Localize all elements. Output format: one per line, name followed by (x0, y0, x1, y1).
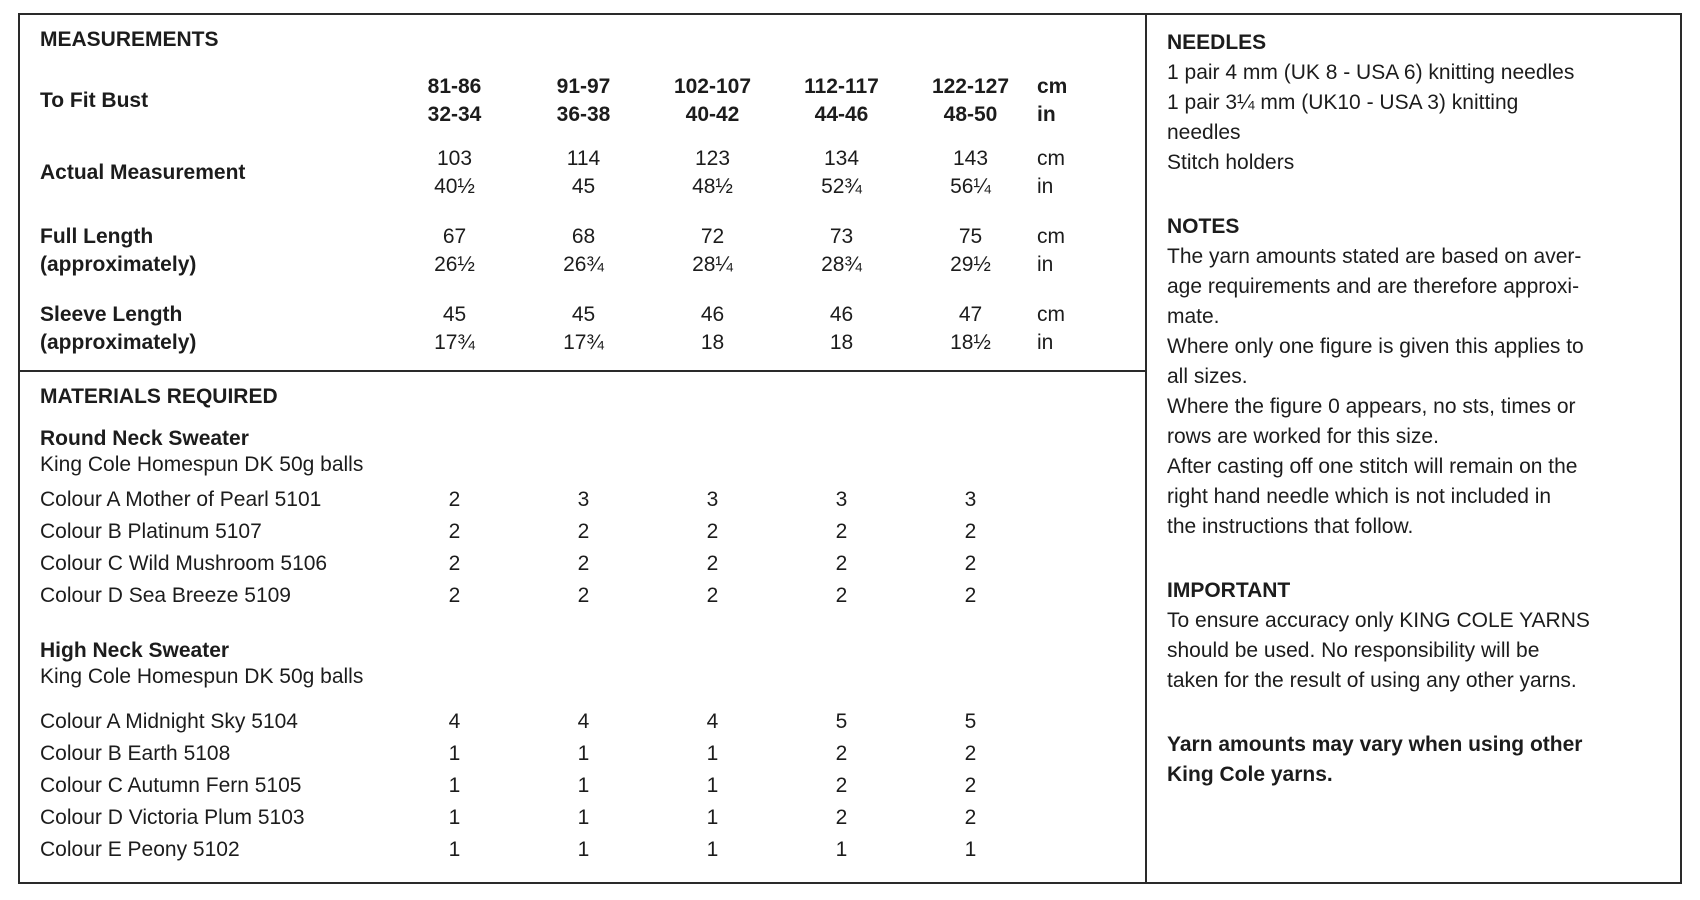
group-name-round-neck: Round Neck Sweater (40, 427, 249, 450)
value-cell (906, 301, 1035, 357)
unit-in: in (1037, 331, 1054, 354)
left-column (20, 15, 1147, 882)
colour-label: Colour D Sea Breeze 5109 (40, 584, 291, 607)
important-line: taken for the result of using any other yarns. (1167, 669, 1577, 692)
colour-label: Colour C Autumn Fern 5105 (40, 774, 302, 797)
size-in: 36-38 (556, 103, 611, 126)
ball-count: 2 (964, 520, 977, 543)
row-label-text2: (approximately) (40, 253, 197, 276)
colour-label: Colour D Victoria Plum 5103 (40, 806, 305, 829)
ball-count: 4 (577, 710, 590, 733)
ball-count: 2 (835, 520, 848, 543)
row-label (40, 73, 390, 129)
size-cell (648, 73, 777, 129)
value-cm: 45 (442, 303, 467, 326)
size-in: 48-50 (943, 103, 998, 126)
ball-count: 2 (964, 742, 977, 765)
ball-count: 2 (448, 488, 461, 511)
ball-count: 2 (706, 584, 719, 607)
value-in: 17¾ (563, 331, 604, 354)
value-cm: 45 (571, 303, 596, 326)
value-cell (390, 301, 519, 357)
value-cm: 46 (829, 303, 854, 326)
important-section (1167, 576, 1666, 696)
ball-count: 3 (706, 488, 719, 511)
measurement-row-actual (40, 145, 1145, 201)
size-cm: 81-86 (427, 75, 482, 98)
ball-count: 2 (448, 552, 461, 575)
materials-title: MATERIALS REQUIRED (40, 385, 278, 408)
material-row (40, 706, 1145, 738)
value-cm: 143 (952, 147, 989, 170)
spacer (1167, 696, 1666, 730)
material-row (40, 834, 1145, 866)
unit-cell (1035, 145, 1095, 201)
row-label (40, 145, 390, 201)
ball-count: 2 (577, 584, 590, 607)
material-row (40, 484, 1145, 516)
spacer (1167, 542, 1666, 576)
value-cell (777, 145, 906, 201)
ball-count: 5 (835, 710, 848, 733)
notes-line: rows are worked for this size. (1167, 425, 1439, 448)
value-cm: 103 (436, 147, 473, 170)
size-header-row (40, 73, 1145, 129)
row-label (40, 223, 390, 279)
notes-line: After casting off one stitch will remain on the (1167, 455, 1578, 478)
notes-line: all sizes. (1167, 365, 1248, 388)
notes-line: the instructions that follow. (1167, 515, 1414, 538)
value-in: 18 (829, 331, 854, 354)
ball-count: 2 (964, 584, 977, 607)
size-cm: 91-97 (556, 75, 611, 98)
needles-line: 1 pair 4 mm (UK 8 - USA 6) knitting needles (1167, 61, 1575, 84)
materials-section (20, 372, 1145, 882)
needles-section (1167, 28, 1666, 178)
value-cell (648, 223, 777, 279)
needles-line: 1 pair 3¼ mm (UK10 - USA 3) knitting (1167, 91, 1519, 114)
value-in: 48½ (692, 175, 733, 198)
value-cell (777, 301, 906, 357)
size-in: 40-42 (685, 103, 740, 126)
ball-count: 1 (448, 806, 461, 829)
ball-count: 1 (448, 774, 461, 797)
yarn-variation-note (1167, 730, 1666, 790)
unit-in: in (1037, 103, 1056, 126)
needles-line: Stitch holders (1167, 151, 1295, 174)
value-cell (390, 223, 519, 279)
row-label-text: To Fit Bust (40, 89, 149, 112)
size-in: 44-46 (814, 103, 869, 126)
value-in: 52¾ (821, 175, 862, 198)
value-cell (390, 145, 519, 201)
ball-count: 1 (964, 838, 977, 861)
ball-count: 1 (577, 774, 590, 797)
value-cm: 75 (958, 225, 983, 248)
unit-cell (1035, 73, 1095, 129)
value-cm: 67 (442, 225, 467, 248)
value-in: 18 (700, 331, 725, 354)
size-cell (390, 73, 519, 129)
ball-count: 2 (835, 742, 848, 765)
ball-count: 4 (448, 710, 461, 733)
ball-count: 2 (577, 552, 590, 575)
ball-count: 1 (577, 806, 590, 829)
colour-label: Colour C Wild Mushroom 5106 (40, 552, 328, 575)
value-cell (906, 145, 1035, 201)
ball-count: 1 (706, 774, 719, 797)
value-cm: 134 (823, 147, 860, 170)
notes-section (1167, 212, 1666, 542)
ball-count: 3 (964, 488, 977, 511)
value-in: 26½ (434, 253, 475, 276)
unit-cm: cm (1037, 147, 1065, 170)
ball-count: 1 (577, 838, 590, 861)
needles-title: NEEDLES (1167, 31, 1267, 54)
ball-count: 1 (577, 742, 590, 765)
value-in: 28¼ (692, 253, 733, 276)
row-label (40, 301, 390, 357)
value-in: 45 (571, 175, 596, 198)
ball-count: 2 (835, 806, 848, 829)
value-cm: 73 (829, 225, 854, 248)
ball-count: 2 (835, 774, 848, 797)
ball-count: 1 (448, 838, 461, 861)
value-cell (519, 301, 648, 357)
measurement-row-sleeve-length (40, 301, 1145, 357)
pattern-info-panel (18, 13, 1682, 884)
colour-label: Colour A Midnight Sky 5104 (40, 710, 298, 733)
unit-cell (1035, 301, 1095, 357)
value-in: 28¾ (821, 253, 862, 276)
size-cell (777, 73, 906, 129)
measurement-row-full-length (40, 223, 1145, 279)
value-cell (648, 145, 777, 201)
unit-cm: cm (1037, 303, 1065, 326)
notes-line: Where the figure 0 appears, no sts, times or (1167, 395, 1576, 418)
size-cell (906, 73, 1035, 129)
colour-label: Colour B Earth 5108 (40, 742, 231, 765)
ball-count: 2 (448, 584, 461, 607)
ball-count: 4 (706, 710, 719, 733)
unit-cm: cm (1037, 75, 1068, 98)
right-column (1147, 15, 1680, 882)
ball-count: 2 (964, 552, 977, 575)
measurements-title: MEASUREMENTS (40, 28, 219, 51)
material-row (40, 580, 1145, 612)
notes-line: Where only one figure is given this applies to (1167, 335, 1584, 358)
size-cm: 122-127 (931, 75, 1010, 98)
value-in: 18½ (950, 331, 991, 354)
unit-cell (1035, 223, 1095, 279)
material-row (40, 516, 1145, 548)
ball-count: 2 (448, 520, 461, 543)
ball-count: 2 (706, 552, 719, 575)
ball-count: 2 (964, 806, 977, 829)
notes-line: age requirements and are therefore approxi- (1167, 275, 1580, 298)
value-cm: 47 (958, 303, 983, 326)
value-cell (519, 145, 648, 201)
important-line: should be used. No responsibility will be (1167, 639, 1540, 662)
value-in: 29½ (950, 253, 991, 276)
ball-count: 2 (577, 520, 590, 543)
notes-line: right hand needle which is not included in (1167, 485, 1552, 508)
high-neck-rows (40, 706, 1145, 866)
unit-cm: cm (1037, 225, 1065, 248)
measurements-section (20, 15, 1145, 372)
notes-line: The yarn amounts stated are based on aver- (1167, 245, 1582, 268)
ball-count: 3 (835, 488, 848, 511)
ball-count: 2 (835, 584, 848, 607)
ball-count: 2 (835, 552, 848, 575)
value-in: 40½ (434, 175, 475, 198)
row-label-text2: (approximately) (40, 331, 197, 354)
colour-label: Colour E Peony 5102 (40, 838, 240, 861)
notes-line: mate. (1167, 305, 1220, 328)
ball-count: 1 (706, 742, 719, 765)
row-label-text: Sleeve Length (40, 303, 183, 326)
ball-count: 5 (964, 710, 977, 733)
value-cell (648, 301, 777, 357)
material-row (40, 738, 1145, 770)
row-label-text: Actual Measurement (40, 161, 246, 184)
group-name-high-neck: High Neck Sweater (40, 639, 230, 662)
important-title: IMPORTANT (1167, 579, 1291, 602)
value-cell (906, 223, 1035, 279)
colour-label: Colour B Platinum 5107 (40, 520, 262, 543)
material-row (40, 548, 1145, 580)
needles-line: needles (1167, 121, 1241, 144)
notes-title: NOTES (1167, 215, 1240, 238)
size-cm: 102-107 (673, 75, 752, 98)
row-label-text: Full Length (40, 225, 154, 248)
material-row (40, 770, 1145, 802)
value-cm: 114 (566, 147, 601, 170)
unit-in: in (1037, 175, 1054, 198)
size-cm: 112-117 (804, 75, 879, 98)
material-row (40, 802, 1145, 834)
value-in: 56¼ (950, 175, 991, 198)
value-cm: 72 (700, 225, 725, 248)
yarn-description: King Cole Homespun DK 50g balls (40, 453, 364, 476)
value-cm: 68 (571, 225, 596, 248)
yarn-description: King Cole Homespun DK 50g balls (40, 665, 364, 688)
ball-count: 2 (964, 774, 977, 797)
size-cell (519, 73, 648, 129)
footer-note-line: Yarn amounts may vary when using other (1167, 733, 1583, 756)
size-in: 32-34 (427, 103, 482, 126)
colour-label: Colour A Mother of Pearl 5101 (40, 488, 322, 511)
value-cm: 46 (700, 303, 725, 326)
round-neck-rows (40, 484, 1145, 612)
value-cm: 123 (694, 147, 731, 170)
ball-count: 1 (448, 742, 461, 765)
ball-count: 3 (577, 488, 590, 511)
ball-count: 1 (706, 806, 719, 829)
value-in: 17¾ (434, 331, 475, 354)
important-line: To ensure accuracy only KING COLE YARNS (1167, 609, 1590, 632)
ball-count: 2 (706, 520, 719, 543)
ball-count: 1 (706, 838, 719, 861)
value-cell (777, 223, 906, 279)
unit-in: in (1037, 253, 1054, 276)
spacer (1167, 178, 1666, 212)
ball-count: 1 (835, 838, 848, 861)
footer-note-line: King Cole yarns. (1167, 763, 1333, 786)
value-cell (519, 223, 648, 279)
value-in: 26¾ (563, 253, 604, 276)
